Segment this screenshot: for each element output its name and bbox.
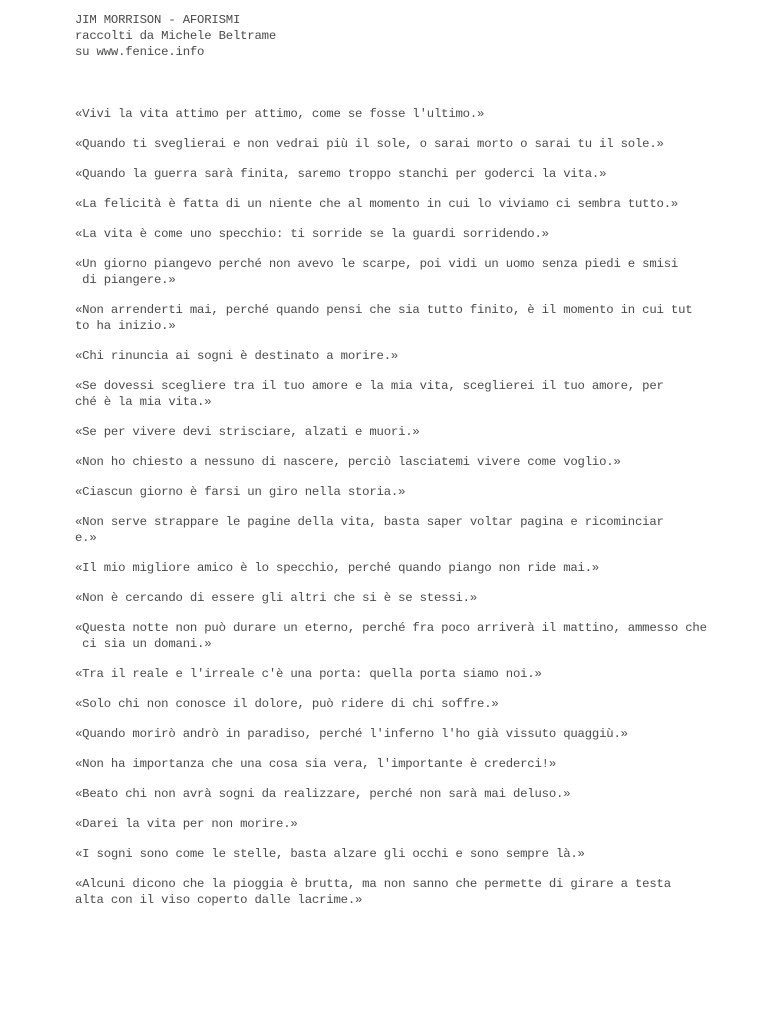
quote-item: «La vita è come uno specchio: ti sorride se la guardi sorridendo.» [75,227,549,241]
quote-item: «Non serve strappare le pagine della vita, basta saper voltar pagina e ricominciar e.» [75,515,664,545]
quote-item: «Tra il reale e l'irreale c'è una porta: quella porta siamo noi.» [75,667,542,681]
document-subtitle: raccolti da Michele Beltrame [75,29,277,43]
document-header [75,12,755,60]
document-source: su www.fenice.info [75,45,205,59]
quote-item: «Beato chi non avrà sogni da realizzare, perché non sarà mai deluso.» [75,787,571,801]
quote-item: «Ciascun giorno è farsi un giro nella storia.» [75,485,406,499]
quote-item: «Quando morirò andrò in paradiso, perché l'inferno l'ho già vissuto quaggiù.» [75,727,628,741]
quote-item: «Non arrenderti mai, perché quando pensi che sia tutto finito, è il momento in cui tut to ha inizio.» [75,303,693,333]
quote-item: «Un giorno piangevo perché non avevo le scarpe, poi vidi un uomo senza piedi e smisi di piangere.» [75,257,679,287]
quote-item: «Non ho chiesto a nessuno di nascere, perciò lasciatemi vivere come voglio.» [75,455,621,469]
quote-item: «Vivi la vita attimo per attimo, come se fosse l'ultimo.» [75,107,485,121]
quote-item: «Se dovessi scegliere tra il tuo amore e la mia vita, sceglierei il tuo amore, per ché è la mia vita.» [75,379,664,409]
quote-item: «Quando ti sveglierai e non vedrai più il sole, o sarai morto o sarai tu il sole.» [75,137,664,151]
quote-item: «Il mio migliore amico è lo specchio, perché quando piango non ride mai.» [75,561,600,575]
quote-item: «Solo chi non conosce il dolore, può ridere di chi soffre.» [75,697,499,711]
quote-item: «Non ha importanza che una cosa sia vera, l'importante è crederci!» [75,757,557,771]
quote-item: «Quando la guerra sarà finita, saremo troppo stanchi per goderci la vita.» [75,167,607,181]
quote-item: «Alcuni dicono che la pioggia è brutta, ma non sanno che permette di girare a testa alta con il viso coperto dalle lacrime.» [75,877,671,907]
quote-item: «Non è cercando di essere gli altri che si è se stessi.» [75,591,478,605]
quote-item: «I sogni sono come le stelle, basta alzare gli occhi e sono sempre là.» [75,847,585,861]
document-title: JIM MORRISON - AFORISMI [75,13,241,27]
quote-list [75,106,755,908]
quote-item: «Darei la vita per non morire.» [75,817,298,831]
quote-item: «Se per vivere devi strisciare, alzati e muori.» [75,425,420,439]
quote-item: «La felicità è fatta di un niente che al momento in cui lo viviamo ci sembra tutto.» [75,197,679,211]
quote-item: «Chi rinuncia ai sogni è destinato a morire.» [75,349,399,363]
document-page [75,12,755,922]
quote-item: «Questa notte non può durare un eterno, perché fra poco arriverà il mattino, ammesso che ci sia un domani.» [75,621,707,651]
